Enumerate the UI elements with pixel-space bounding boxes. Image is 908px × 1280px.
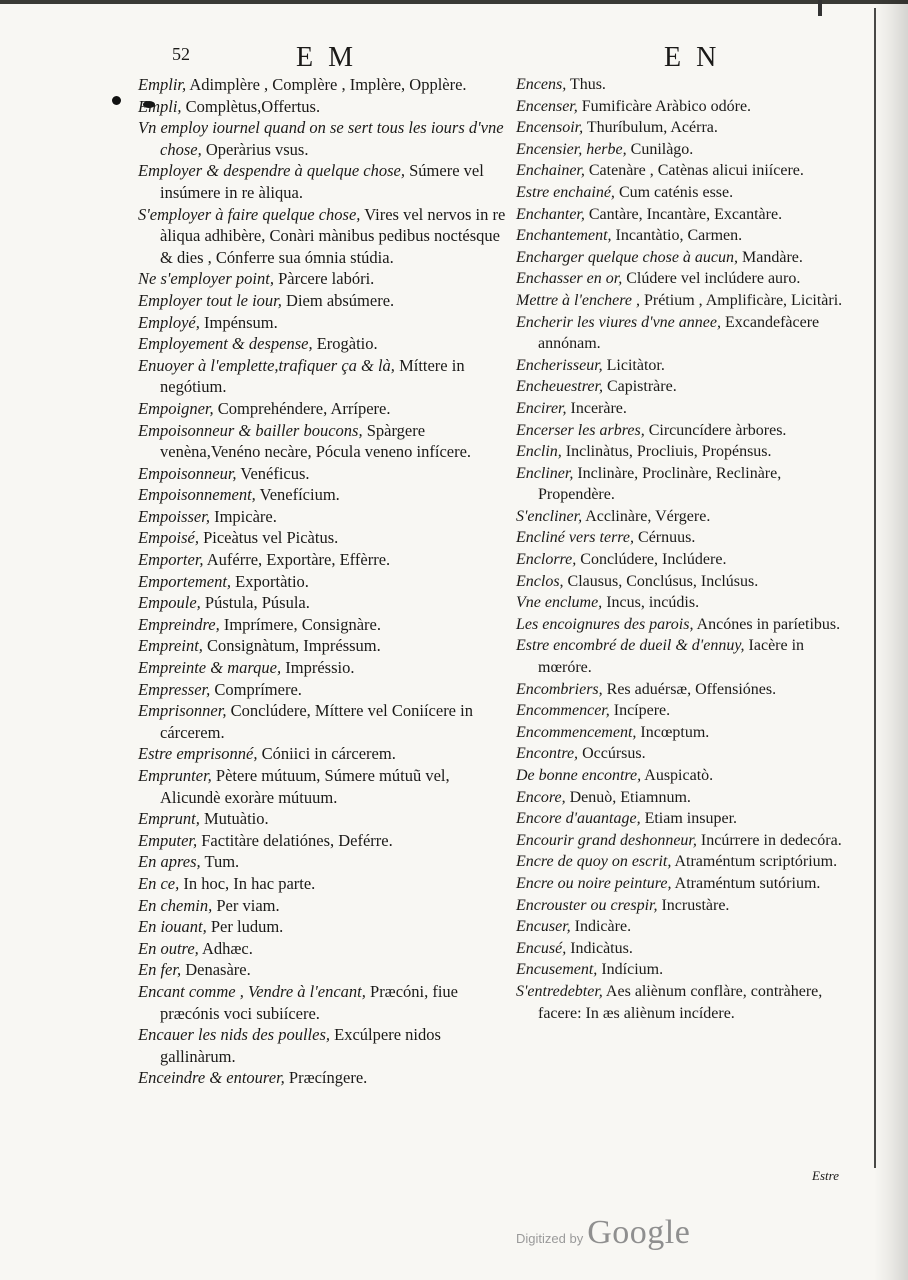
- left-running-head: E M: [296, 42, 357, 73]
- entry-definition: Excandefàcere annónam.: [538, 313, 820, 353]
- entry-definition: Incípere.: [609, 702, 671, 720]
- entry-headword: Encuser,: [516, 918, 571, 936]
- dictionary-entry: [516, 916, 858, 938]
- entry-headword: Ne s'employer point,: [138, 269, 274, 289]
- dictionary-entry: [516, 96, 858, 118]
- entry-definition: Incœptum.: [636, 723, 710, 741]
- dictionary-entry: [138, 657, 512, 679]
- entry-headword: En ce,: [138, 873, 180, 893]
- entry-headword: Encrouster ou crespir,: [516, 896, 658, 914]
- watermark-brand: Google: [587, 1214, 691, 1251]
- entry-definition: Excúlpere nidos gallinàrum.: [160, 1025, 441, 1066]
- dictionary-entry: [516, 74, 858, 96]
- entry-headword: Encherisseur,: [516, 356, 603, 374]
- entry-headword: En outre,: [138, 938, 199, 958]
- entry-headword: Empoigner,: [138, 398, 214, 418]
- entry-headword: Encharger quelque chose à aucun,: [516, 248, 739, 266]
- entry-headword: Estre enchainé,: [516, 183, 615, 201]
- dictionary-entry: [516, 614, 858, 636]
- dictionary-entry: [138, 592, 512, 614]
- entry-definition: Incúrrere in dedecóra.: [696, 831, 842, 849]
- entry-definition: Piceàtus vel Picàtus.: [198, 528, 339, 548]
- entry-headword: En chemin,: [138, 895, 213, 915]
- dictionary-entry: [516, 160, 858, 182]
- dictionary-entry: [516, 873, 858, 895]
- dictionary-entry: [516, 765, 858, 787]
- entry-definition: Auférre, Exportàre, Effèrre.: [203, 550, 391, 570]
- dictionary-entry: [516, 679, 858, 701]
- entry-definition: Impénsum.: [199, 312, 278, 332]
- dictionary-entry: [138, 873, 512, 895]
- entry-headword: Encre de quoy on escrit,: [516, 853, 672, 871]
- entry-headword: En apres,: [138, 852, 201, 872]
- entry-definition: Circuncídere àrbores.: [644, 421, 787, 439]
- entry-headword: Encore d'auantage,: [516, 810, 641, 828]
- entry-headword: Employé,: [138, 312, 200, 332]
- entry-headword: Emprunter,: [138, 766, 212, 785]
- entry-headword: Empoisonneur,: [138, 463, 237, 483]
- entry-definition: Occúrsus.: [578, 745, 646, 763]
- entry-definition: Licitàtor.: [602, 356, 665, 374]
- entry-definition: Fumificàre Aràbico odóre.: [577, 97, 752, 115]
- entry-headword: Empreindre,: [138, 614, 220, 634]
- entry-definition: Mutuàtio.: [199, 809, 269, 829]
- entry-definition: Indicàre.: [570, 918, 632, 936]
- entry-headword: Empoisonneur & bailler boucons,: [138, 420, 363, 440]
- entry-headword: Enclorre,: [516, 551, 577, 569]
- entry-headword: Enchasser en or,: [516, 270, 623, 288]
- dictionary-entry: [138, 96, 512, 118]
- entry-definition: Incrustàre.: [657, 896, 730, 914]
- entry-definition: Cérnuus.: [634, 529, 696, 547]
- entry-definition: Pústula, Púsula.: [200, 593, 310, 613]
- dictionary-entry: [138, 981, 512, 1024]
- dictionary-entry: [516, 981, 858, 1024]
- dictionary-entry: [138, 420, 512, 463]
- entry-headword: Encore,: [516, 788, 566, 806]
- entry-headword: Empoisser,: [138, 506, 210, 526]
- entry-definition: Aes aliènum conflàre, contràhere, facere: In æs aliènum incídere.: [538, 982, 823, 1022]
- dictionary-entry: [516, 830, 858, 852]
- dictionary-entry: [516, 808, 858, 830]
- entry-headword: Encliné vers terre,: [516, 529, 635, 547]
- entry-headword: Empoule,: [138, 593, 201, 613]
- dictionary-entry: [138, 290, 512, 312]
- dictionary-entry: [138, 743, 512, 765]
- dictionary-entry: [138, 506, 512, 528]
- entry-definition: Atraméntum sutórium.: [671, 874, 821, 892]
- entry-headword: Enchanter,: [516, 205, 585, 223]
- catchword: Estre: [812, 1168, 839, 1183]
- entry-headword: Empli,: [138, 96, 182, 116]
- dictionary-entry: [516, 182, 858, 204]
- dictionary-entry: [516, 787, 858, 809]
- entry-headword: Encherir les viures d'vne annee,: [516, 313, 721, 331]
- page-edge-line: [874, 8, 876, 1168]
- entry-headword: Employer & despendre à quelque chose,: [138, 161, 405, 181]
- entry-headword: Encommencer,: [516, 702, 610, 720]
- entry-definition: Diem absúmere.: [281, 290, 395, 310]
- entry-headword: Emplir,: [138, 75, 187, 94]
- entry-definition: Complètus,Offertus.: [181, 96, 321, 116]
- entry-headword: Encommencement,: [516, 723, 637, 741]
- entry-definition: Iacère in mœróre.: [538, 637, 805, 677]
- entry-definition: Factitàre delatiónes, Deférre.: [197, 830, 393, 850]
- entry-definition: Acclinàre, Vérgere.: [582, 507, 711, 525]
- entry-definition: Míttere in negótium.: [160, 355, 465, 397]
- entry-definition: Incus, incúdis.: [602, 594, 700, 612]
- dictionary-entry: [138, 895, 512, 917]
- dictionary-entry: [138, 160, 512, 203]
- entry-headword: Encusement,: [516, 961, 598, 979]
- dictionary-entry: [138, 268, 512, 290]
- dictionary-entry: [138, 355, 512, 398]
- dictionary-entry: [138, 959, 512, 981]
- entry-definition: Exportàtio.: [231, 571, 309, 591]
- entry-headword: Vn employ iournel quand on se sert tous les iours d'vne chose,: [138, 118, 504, 159]
- top-border: [0, 0, 908, 4]
- entry-definition: Erogàtio.: [312, 334, 378, 354]
- entry-definition: Clausus, Conclúsus, Inclúsus.: [563, 572, 759, 590]
- left-column: [138, 74, 512, 1089]
- entry-headword: Employement & despense,: [138, 334, 313, 354]
- entry-definition: Cóniici in cárcerem.: [257, 744, 396, 764]
- entry-headword: Encheuestrer,: [516, 378, 603, 396]
- entry-definition: Catenàre , Catènas alicui iniícere.: [584, 162, 804, 180]
- entry-headword: Enchantement,: [516, 227, 612, 245]
- right-column: [516, 74, 858, 1024]
- dictionary-entry: [138, 527, 512, 549]
- dictionary-entry: [516, 225, 858, 247]
- dictionary-entry: [516, 117, 858, 139]
- entry-headword: En iouant,: [138, 917, 207, 937]
- entry-definition: Cum caténis esse.: [614, 183, 734, 201]
- entry-definition: Pètere mútuum, Súmere mútuũ vel, Alicundè exoràre mútuum.: [160, 766, 450, 807]
- entry-definition: Per viam.: [212, 895, 280, 915]
- dictionary-entry: [516, 938, 858, 960]
- dictionary-entry: [516, 527, 858, 549]
- dictionary-entry: [516, 743, 858, 765]
- entry-definition: Vires vel nervos in re àliqua adhibère, Conàri mànibus pedibus noctésque & dies , Cónferre sua ómnia stúdia.: [160, 204, 506, 267]
- entry-headword: Emporter,: [138, 550, 204, 570]
- entry-headword: Empresser,: [138, 679, 211, 699]
- entry-definition: Conclúdere, Míttere vel Coniícere in cárcerem.: [160, 701, 473, 742]
- dictionary-entry: [138, 398, 512, 420]
- entry-definition: Cunilàgo.: [626, 140, 694, 158]
- entry-definition: Ancónes in paríetibus.: [693, 615, 841, 633]
- entry-definition: Impréssio.: [281, 658, 355, 678]
- dictionary-entry: [516, 441, 858, 463]
- entry-definition: Denuò, Etiamnum.: [565, 788, 691, 806]
- entry-headword: Enclin,: [516, 443, 562, 461]
- entry-definition: Auspicatò.: [641, 767, 714, 784]
- entry-definition: Indícium.: [597, 961, 664, 979]
- entry-headword: Encensoir,: [516, 119, 584, 137]
- entry-headword: Encirer,: [516, 399, 567, 417]
- entry-definition: Impicàre.: [209, 506, 277, 526]
- dictionary-entry: [138, 830, 512, 852]
- entry-definition: Consignàtum, Impréssum.: [202, 636, 381, 656]
- dictionary-entry: [516, 312, 858, 355]
- entry-headword: Encant comme , Vendre à l'encant,: [138, 981, 366, 1001]
- entry-definition: Comprehéndere, Arrípere.: [213, 398, 391, 418]
- dictionary-entry: [516, 722, 858, 744]
- digitization-watermark: [516, 1214, 690, 1252]
- entry-headword: Encontre,: [516, 745, 579, 763]
- entry-definition: Res aduérsæ, Offensiónes.: [602, 680, 777, 698]
- dictionary-entry: [516, 895, 858, 917]
- entry-headword: S'encliner,: [516, 507, 583, 525]
- watermark-prefix: Digitized by: [516, 1231, 584, 1246]
- dictionary-entry: [138, 312, 512, 334]
- dictionary-entry: [138, 1067, 512, 1089]
- entry-headword: Vne enclume,: [516, 594, 603, 612]
- entry-headword: Encombriers,: [516, 680, 603, 698]
- entry-definition: Indicàtus.: [566, 939, 633, 957]
- entry-definition: Per ludum.: [206, 917, 284, 937]
- entry-headword: Encerser les arbres,: [516, 421, 645, 439]
- entry-headword: S'entredebter,: [516, 982, 603, 1000]
- dictionary-entry: [138, 333, 512, 355]
- entry-headword: Emputer,: [138, 830, 198, 850]
- entry-definition: Súmere vel insúmere in re àliqua.: [160, 161, 484, 202]
- dictionary-entry: [138, 916, 512, 938]
- dictionary-entry: [138, 938, 512, 960]
- entry-definition: Etiam insuper.: [640, 810, 738, 828]
- entry-headword: Encusé,: [516, 939, 567, 957]
- entry-definition: Thus.: [566, 76, 606, 93]
- page-number: 52: [172, 44, 190, 64]
- entry-headword: S'employer à faire quelque chose,: [138, 204, 361, 224]
- dictionary-entry: [138, 1024, 512, 1067]
- dictionary-entry: [138, 484, 512, 506]
- dictionary-entry: [138, 808, 512, 830]
- entry-headword: Enclos,: [516, 572, 564, 590]
- dictionary-entry: [138, 614, 512, 636]
- dictionary-entry: [516, 268, 858, 290]
- entry-definition: Adhæc.: [198, 938, 253, 958]
- page-fold-mark: [818, 0, 822, 16]
- dictionary-entry: [138, 679, 512, 701]
- dictionary-entry: [138, 851, 512, 873]
- dictionary-entry: [516, 139, 858, 161]
- ink-blot: [112, 96, 121, 105]
- entry-definition: Cantàre, Incantàre, Excantàre.: [584, 205, 783, 223]
- entry-headword: Estre emprisonné,: [138, 744, 258, 764]
- entry-definition: Præcóni, fiue præcónis voci subiícere.: [160, 981, 459, 1023]
- dictionary-entry: [516, 204, 858, 226]
- entry-headword: Mettre à l'enchere ,: [516, 291, 640, 309]
- dictionary-entry: [516, 463, 858, 506]
- entry-definition: Conclúdere, Inclúdere.: [576, 551, 727, 569]
- dictionary-entry: [516, 592, 858, 614]
- dictionary-entry: [516, 506, 858, 528]
- entry-definition: Tum.: [200, 852, 240, 872]
- entry-definition: Comprímere.: [210, 679, 302, 699]
- entry-definition: Incantàtio, Carmen.: [611, 227, 743, 245]
- dictionary-entry: [516, 549, 858, 571]
- entry-headword: Empreint,: [138, 636, 203, 656]
- dictionary-entry: [516, 355, 858, 377]
- entry-headword: Enchainer,: [516, 162, 585, 180]
- entry-definition: Atraméntum scriptórium.: [671, 853, 838, 871]
- entry-headword: Encensier, herbe,: [516, 140, 627, 158]
- entry-headword: Encliner,: [516, 464, 574, 482]
- entry-definition: Inceràre.: [566, 399, 627, 417]
- page-edge-shadow: [874, 0, 908, 1280]
- dictionary-entry: [516, 959, 858, 981]
- entry-headword: Enuoyer à l'emplette,trafiquer ça & là,: [138, 355, 395, 375]
- entry-headword: Empreinte & marque,: [138, 658, 282, 678]
- entry-headword: Les encoignures des parois,: [516, 615, 694, 633]
- entry-headword: Estre encombré de dueil & d'ennuy,: [516, 637, 745, 655]
- entry-definition: Venéficus.: [236, 463, 310, 483]
- entry-definition: Præcíngere.: [284, 1068, 368, 1088]
- entry-headword: En fer,: [138, 960, 182, 980]
- entry-headword: Encauer les nids des poulles,: [138, 1025, 331, 1045]
- entry-definition: Denasàre.: [181, 960, 251, 980]
- entry-headword: De bonne encontre,: [516, 767, 642, 784]
- dictionary-entry: [516, 700, 858, 722]
- entry-headword: Encens,: [516, 76, 567, 93]
- dictionary-entry: [516, 290, 858, 312]
- entry-definition: Venefícium.: [255, 485, 340, 505]
- dictionary-entry: [138, 765, 512, 808]
- dictionary-entry: [138, 117, 512, 160]
- entry-headword: Encre ou noire peinture,: [516, 874, 672, 892]
- entry-definition: Prétium , Amplificàre, Licitàri.: [639, 291, 843, 309]
- entry-definition: Clúdere vel inclúdere auro.: [622, 270, 801, 288]
- dictionary-entry: [138, 571, 512, 593]
- entry-headword: Encenser,: [516, 97, 578, 115]
- entry-definition: Pàrcere labóri.: [273, 269, 375, 289]
- dictionary-entry: [138, 204, 512, 269]
- entry-definition: Inclinàtus, Procliuis, Propénsus.: [561, 443, 772, 461]
- entry-definition: Capistràre.: [602, 378, 677, 396]
- entry-definition: Mandàre.: [738, 248, 803, 266]
- entry-definition: Inclinàre, Proclinàre, Reclinàre, Propendère.: [538, 464, 782, 504]
- entry-headword: Emprisonner,: [138, 701, 227, 721]
- dictionary-entry: [138, 463, 512, 485]
- entry-headword: Employer tout le iour,: [138, 290, 282, 310]
- dictionary-entry: [516, 420, 858, 442]
- entry-headword: Emportement,: [138, 571, 232, 591]
- entry-definition: Spàrgere venèna,Venéno necàre, Pócula veneno infícere.: [160, 420, 472, 462]
- dictionary-entry: [138, 635, 512, 657]
- dictionary-entry: [516, 635, 858, 678]
- entry-definition: Thuríbulum, Acérra.: [583, 119, 718, 137]
- dictionary-entry: [516, 398, 858, 420]
- dictionary-entry: [138, 700, 512, 743]
- entry-definition: Imprímere, Consignàre.: [219, 614, 382, 634]
- dictionary-entry: [516, 376, 858, 398]
- entry-headword: Encourir grand deshonneur,: [516, 831, 697, 849]
- entry-headword: Emprunt,: [138, 809, 200, 829]
- dictionary-entry: [516, 851, 858, 873]
- entry-definition: Adimplère , Complère , Implère, Opplère.: [186, 75, 467, 94]
- entry-definition: In hoc, In hac parte.: [179, 873, 316, 893]
- right-running-head: E N: [664, 42, 721, 73]
- dictionary-entry: [516, 247, 858, 269]
- entry-headword: Empoisé,: [138, 528, 199, 548]
- dictionary-entry: [138, 549, 512, 571]
- entry-definition: Operàrius vsus.: [201, 139, 309, 159]
- dictionary-entry: [516, 571, 858, 593]
- dictionary-entry: [138, 74, 512, 96]
- entry-headword: Enceindre & entourer,: [138, 1068, 285, 1088]
- entry-headword: Empoisonnement,: [138, 485, 256, 505]
